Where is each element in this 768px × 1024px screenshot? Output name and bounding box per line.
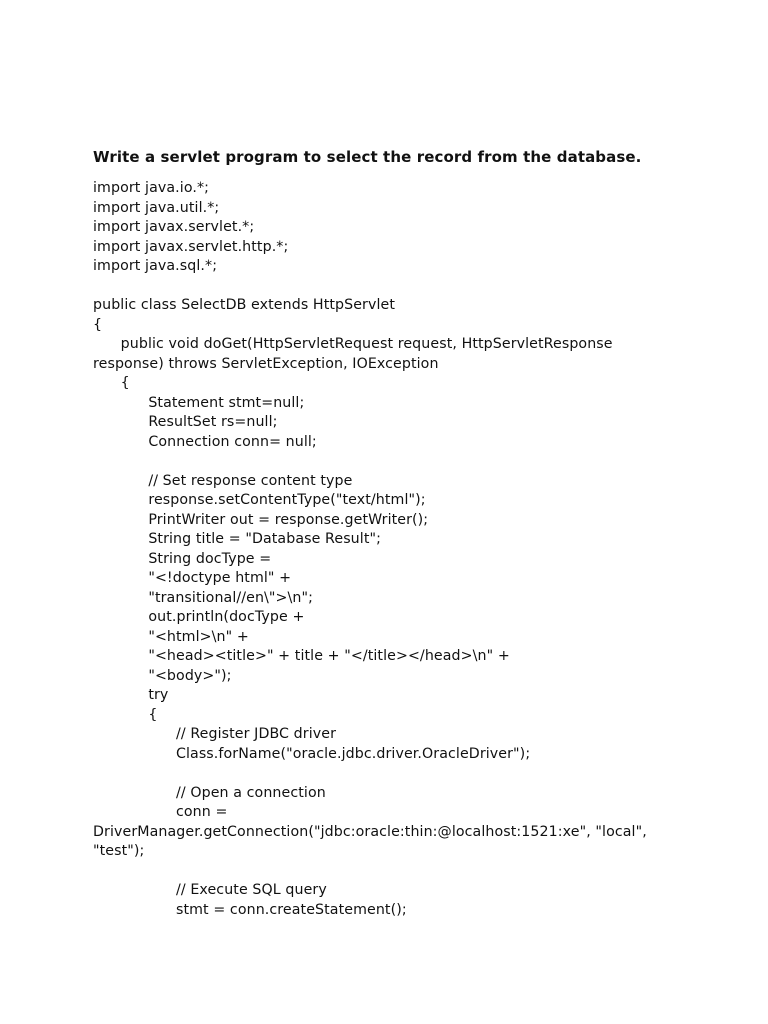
code-line: "test"); <box>93 843 145 859</box>
code-line: // Set response content type <box>93 472 353 489</box>
code-line <box>93 764 733 784</box>
code-line <box>93 277 733 297</box>
code-line: "<body>"); <box>93 667 232 684</box>
code-line: "<!doctype html" + <box>93 570 292 586</box>
code-line: { <box>93 375 130 391</box>
code-line: response.setContentType("text/html"); <box>93 492 426 508</box>
code-line: out.println(docType + <box>93 609 305 625</box>
document-title: Write a servlet program to select the record from the database. <box>93 148 642 166</box>
code-line: Class.forName("oracle.jdbc.driver.OracleDriver"); <box>93 745 531 762</box>
code-line: import java.sql.*; <box>93 258 218 274</box>
code-line: public class SelectDB extends HttpServlet <box>93 297 396 313</box>
code-line: "<head><title>" + title + "</title></head>\n" + <box>93 648 510 664</box>
code-line: import java.util.*; <box>93 199 220 216</box>
code-line: import javax.servlet.*; <box>93 219 255 235</box>
code-line: String title = "Database Result"; <box>93 531 381 547</box>
code-line: ResultSet rs=null; <box>93 414 278 430</box>
code-line: try <box>93 687 169 703</box>
code-line: import javax.servlet.http.*; <box>93 238 289 255</box>
code-line: public void doGet(HttpServletRequest request, HttpServletResponse <box>93 336 613 352</box>
code-line: response) throws ServletException, IOException <box>93 355 439 372</box>
code-line: stmt = conn.createStatement(); <box>93 901 407 918</box>
code-line: "<html>\n" + <box>93 628 249 645</box>
code-line: "transitional//en\">\n"; <box>93 589 314 606</box>
code-line: PrintWriter out = response.getWriter(); <box>93 511 429 528</box>
code-line: // Open a connection <box>93 784 326 801</box>
code-line: // Register JDBC driver <box>93 726 337 742</box>
code-listing <box>93 179 733 920</box>
code-line: conn = <box>93 804 228 820</box>
code-line: { <box>93 316 103 333</box>
code-line: String docType = <box>93 550 272 567</box>
code-line: DriverManager.getConnection("jdbc:oracle:thin:@localhost:1521:xe", "local", <box>93 823 647 840</box>
code-line: Connection conn= null; <box>93 433 317 450</box>
code-line <box>93 452 733 472</box>
code-line: // Execute SQL query <box>93 882 327 898</box>
code-line: { <box>93 706 158 723</box>
code-line: Statement stmt=null; <box>93 394 305 411</box>
code-line: import java.io.*; <box>93 180 210 196</box>
code-line <box>93 862 733 882</box>
